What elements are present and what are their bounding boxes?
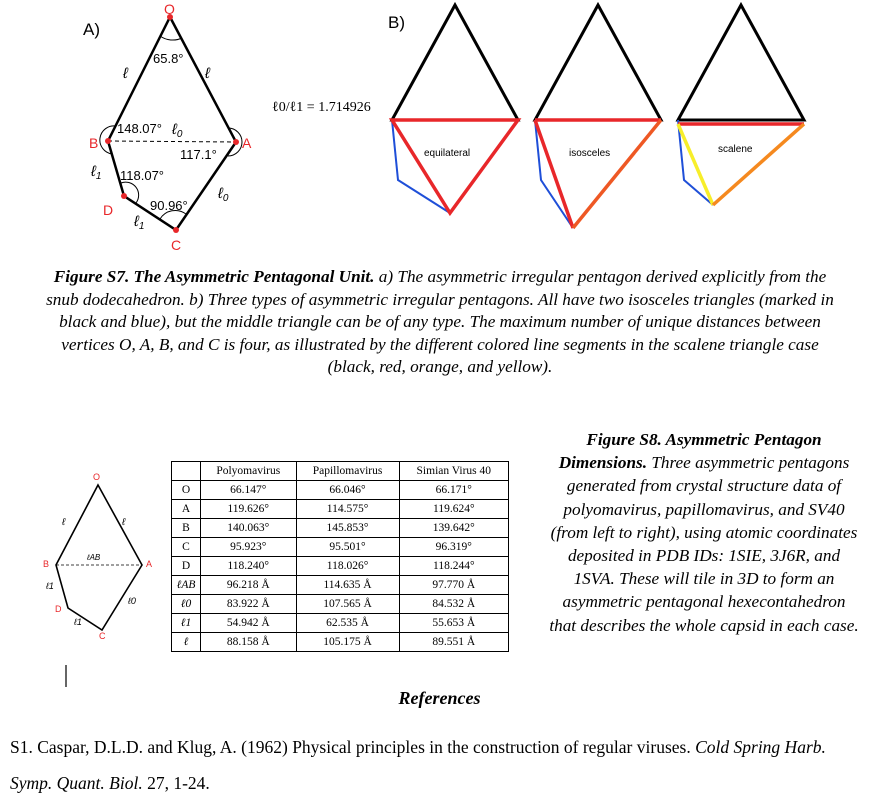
s8-vertex-a: A	[146, 559, 153, 569]
table-cell: 89.551 Å	[399, 633, 508, 652]
s8-edge-lab: ℓAB	[87, 553, 101, 562]
table-header-row	[172, 462, 509, 481]
s8-edge-l0: ℓ0	[128, 596, 136, 606]
table-cell: 140.063°	[201, 519, 297, 538]
table-row	[172, 538, 509, 557]
pentagon-isosceles	[535, 5, 661, 228]
figure-s7-caption-title: Figure S7. The Asymmetric Pentagonal Unit.	[53, 267, 375, 286]
s8-edge-l-left: ℓ	[62, 517, 66, 528]
vertex-o-label: O	[164, 1, 175, 17]
reference-text: S1. Caspar, D.L.D. and Klug, A. (1962) Physical principles in the construction of regular viruses.	[10, 737, 696, 757]
table-cell: 55.653 Å	[399, 614, 508, 633]
edge-l-left: ℓ	[123, 65, 128, 82]
table-cell: 88.158 Å	[201, 633, 297, 652]
ratio-text: ℓ0/ℓ1 = 1.714926	[272, 100, 371, 115]
edge-l1-dc: ℓ$_1$	[134, 213, 145, 232]
table-row	[172, 633, 509, 652]
table-cell: 114.575°	[296, 500, 399, 519]
table-cell: ℓ	[172, 633, 201, 652]
pentagon-scalene	[678, 5, 804, 205]
table-cell: 119.624°	[399, 500, 508, 519]
table-row	[172, 595, 509, 614]
table-cell: ℓ0	[172, 595, 201, 614]
label-scalene: scalene	[718, 144, 753, 155]
angle-arc-o	[160, 36, 182, 40]
vertex-a-label: A	[242, 135, 252, 151]
angle-a-value: 117.1°	[180, 147, 217, 162]
figure-s7-panel-a	[0, 0, 270, 260]
table-row	[172, 519, 509, 538]
angle-b-value: 148.07°	[117, 121, 162, 136]
table-cell: 118.240°	[201, 557, 297, 576]
table-cell: 96.319°	[399, 538, 508, 557]
figure-s7-panel-b	[380, 0, 870, 240]
table-cell: C	[172, 538, 201, 557]
table-cell: 54.942 Å	[201, 614, 297, 633]
s8-vertex-b: B	[43, 559, 50, 569]
table-row	[172, 614, 509, 633]
table-cell: ℓAB	[172, 576, 201, 595]
panel-a-label: A)	[83, 20, 100, 39]
table-cell: 66.046°	[296, 481, 399, 500]
table-cell: 139.642°	[399, 519, 508, 538]
table-cell: 114.635 Å	[296, 576, 399, 595]
references-heading: References	[398, 688, 481, 708]
figure-s8-diagram	[30, 465, 170, 690]
reference-journal: Cold Spring Harb. Symp. Quant. Biol.	[10, 737, 826, 793]
table-cell: ℓ1	[172, 614, 201, 633]
angle-o-value: 65.8°	[153, 51, 184, 66]
table-cell: O	[172, 481, 201, 500]
table-cell: 118.244°	[399, 557, 508, 576]
s8-vertex-d: D	[55, 604, 62, 614]
table-header-cell: Papillomavirus	[296, 462, 399, 481]
figure-s7-caption-body: a) The asymmetric irregular pentagon derived explicitly from the snub dodecahedron. b) Three types of asymmetric irregular pentagons. All have two isosceles triangles (marked in black and blue), but the middle triangle can be of any type. The maximum number of unique distances between vertices O, A, B, and C is four, as illustrated by the different colored line segments in the scalene triangle case (black, red, orange, and yellow).	[46, 267, 834, 376]
figure-s7-caption	[40, 266, 840, 379]
reference-tail: 27, 1-24.	[142, 773, 210, 793]
label-equilateral: equilateral	[424, 148, 471, 159]
table-cell: 84.532 Å	[399, 595, 508, 614]
s8-edge-l-right: ℓ	[122, 517, 126, 528]
table-cell: 145.853°	[296, 519, 399, 538]
table-row	[172, 481, 509, 500]
table-cell: 62.535 Å	[296, 614, 399, 633]
pentagon-equilateral	[392, 5, 518, 213]
vertex-b-label: B	[89, 135, 99, 151]
angle-c-value: 90.96°	[150, 198, 188, 213]
s8-vertex-o: O	[93, 472, 101, 482]
edge-l-right: ℓ	[205, 65, 210, 82]
s8-edge-l1-bd: ℓ1	[46, 581, 54, 591]
table-cell: 96.218 Å	[201, 576, 297, 595]
table-row	[172, 576, 509, 595]
table-cell: 107.565 Å	[296, 595, 399, 614]
reference-item	[10, 729, 870, 801]
table-row	[172, 500, 509, 519]
table-cell: 97.770 Å	[399, 576, 508, 595]
table-cell: 66.171°	[399, 481, 508, 500]
figure-s8-caption-title: Figure S8. Asymmetric Pentagon Dimensions.	[558, 430, 822, 473]
table-cell: 95.501°	[296, 538, 399, 557]
edge-l0-diagonal: ℓ$_0$	[172, 121, 183, 140]
table-cell: 95.923°	[201, 538, 297, 557]
table-header-cell: Polyomavirus	[201, 462, 297, 481]
panel-b-label: B)	[388, 13, 405, 32]
table-row	[172, 557, 509, 576]
table-cell: B	[172, 519, 201, 538]
angle-d-value: 118.07°	[120, 168, 164, 183]
figure-s8-caption	[548, 428, 860, 637]
figure-s8-caption-body: Three asymmetric pentagons generated from crystal structure data of polyomavirus, papillomavirus, and SV40 (from left to right), using atomic coordinates deposited in PDB IDs: 1SIE, 3J6R, and 1SVA. These will tile in 3D to form an asymmetric pentagonal hexecontahedron that describes the whole capsid in each case.	[549, 453, 859, 635]
table-cell: 118.026°	[296, 557, 399, 576]
label-isosceles: isosceles	[569, 148, 611, 159]
table-cell: 83.922 Å	[201, 595, 297, 614]
edge-l1-bd: ℓ$_1$	[91, 163, 102, 182]
figure-s8-table	[171, 461, 509, 652]
diagonal-ba	[108, 141, 236, 142]
table-header-cell: Simian Virus 40	[399, 462, 508, 481]
table-cell: 105.175 Å	[296, 633, 399, 652]
s8-edge-l1-dc: ℓ1	[74, 617, 82, 627]
table-header-cell	[172, 462, 201, 481]
s8-vertex-c: C	[99, 631, 106, 641]
table-cell: D	[172, 557, 201, 576]
table-cell: 66.147°	[201, 481, 297, 500]
vertex-d-label: D	[103, 202, 114, 218]
table-cell: A	[172, 500, 201, 519]
table-cell: 119.626°	[201, 500, 297, 519]
edge-l0-ac: ℓ$_0$	[218, 185, 229, 204]
vertex-c-label: C	[171, 237, 182, 253]
